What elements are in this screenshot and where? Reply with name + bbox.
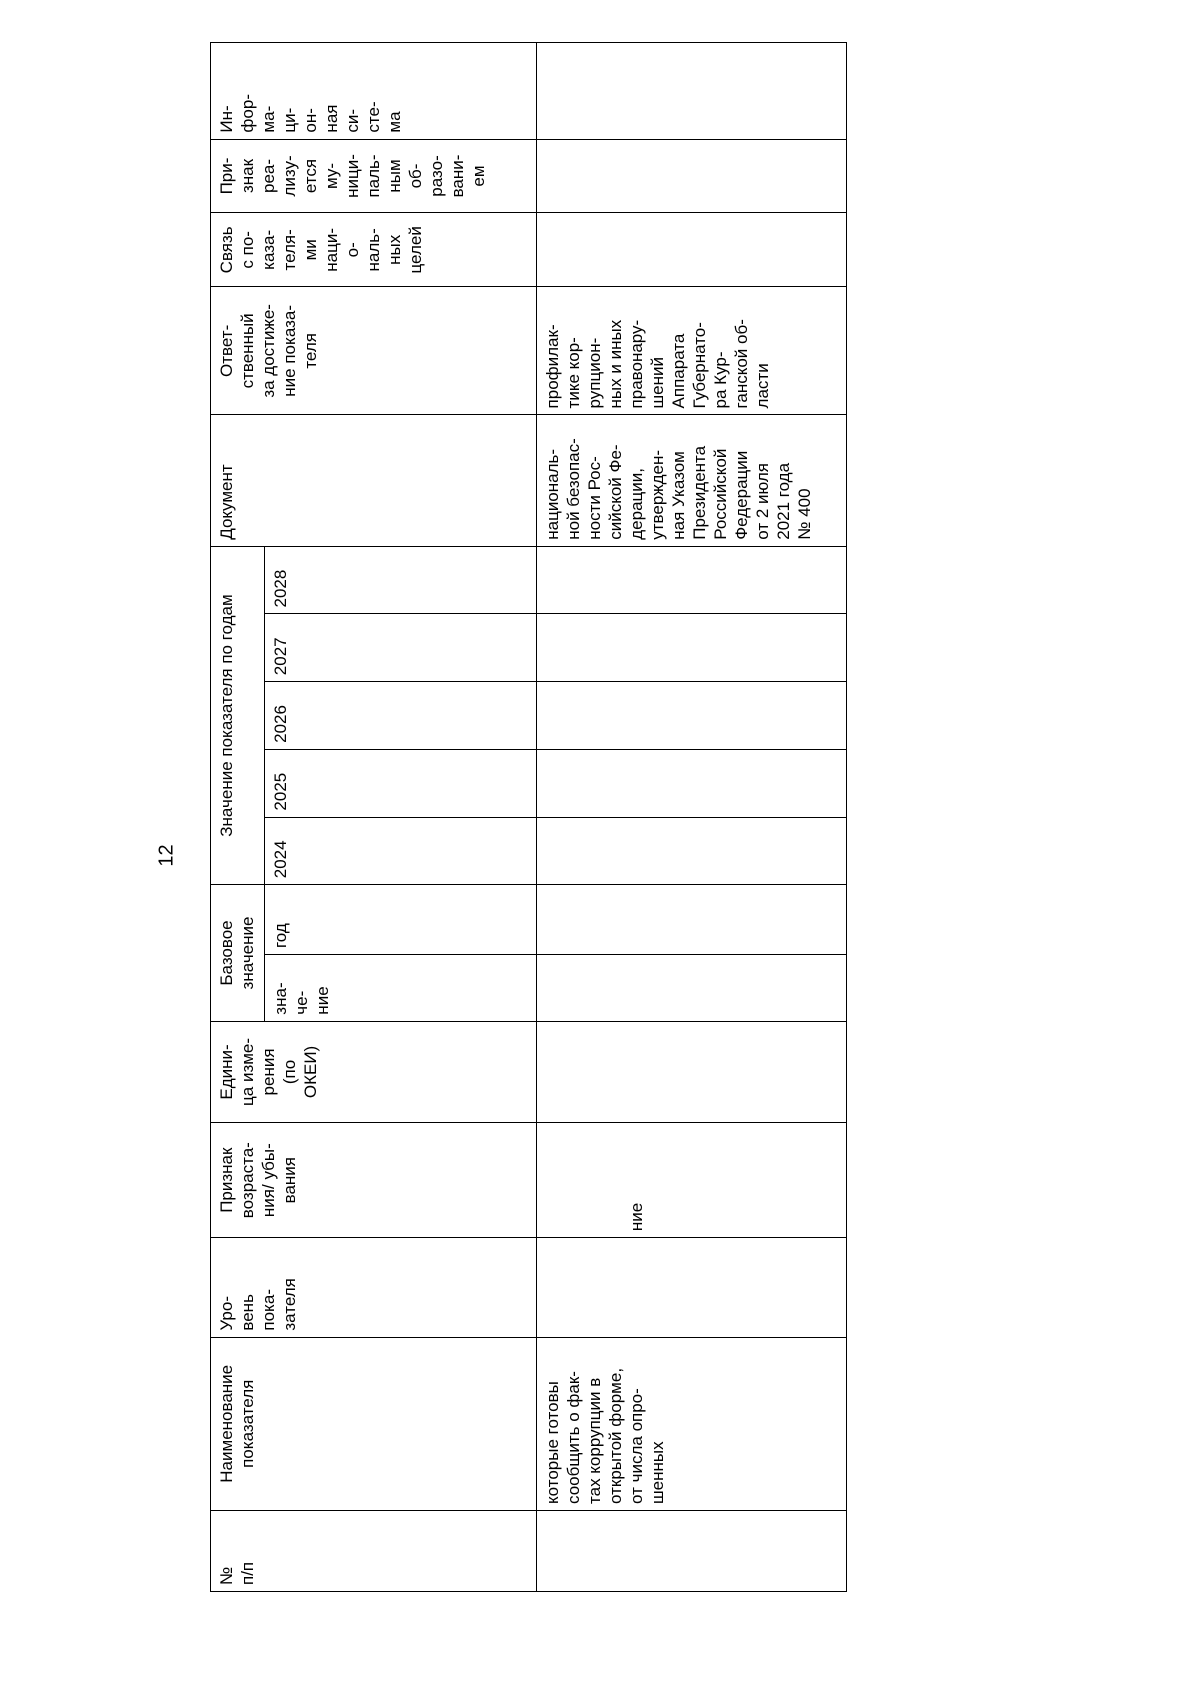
cell-base-year <box>537 885 847 955</box>
cell-year-2028 <box>537 546 847 614</box>
cell-responsible: профилак- тике кор- рупцион- ных и иных правонару- шений Аппарата Губернато- ра Кур- ганской об- ласти <box>537 287 847 415</box>
header-row-1 <box>211 43 265 1592</box>
header-year-2026: 2026 <box>265 682 537 750</box>
page-number: 12 <box>155 844 178 867</box>
header-info-system: Ин- фор- ма- ци- он- ная си- сте- ма <box>211 43 537 140</box>
indicators-table <box>210 42 847 1592</box>
header-name: Наименование показателя <box>211 1337 537 1510</box>
cell-municipal <box>537 139 847 213</box>
table-container <box>210 42 846 1592</box>
header-responsible: Ответ- ственный за достиже- ние показа- теля <box>211 287 537 415</box>
header-link: Связь с по- каза- теля- ми наци- о- наль- ных целей <box>211 213 537 287</box>
table-row <box>537 43 847 1592</box>
header-base-value: зна- че- ние <box>265 955 537 1022</box>
cell-base-value <box>537 955 847 1022</box>
header-municipal: При- знак реа- лизу- ется му- ници- паль- ным об- разо- вани- ем <box>211 139 537 213</box>
cell-trend: ние <box>537 1123 847 1238</box>
header-year-2024: 2024 <box>265 817 537 885</box>
cell-level <box>537 1238 847 1338</box>
cell-link <box>537 213 847 287</box>
header-level: Уро- вень пока- зателя <box>211 1238 537 1338</box>
cell-num <box>537 1510 847 1591</box>
header-document: Документ <box>211 415 537 546</box>
header-unit: Едини- ца изме- рения (по ОКЕИ) <box>211 1021 537 1123</box>
header-num: № п/п <box>211 1510 537 1591</box>
cell-document: националь- ной безопас- ности Рос- сийской Фе- дерации, утвержден- ная Указом Президента Российской Федерации от 2 июля 2021 года № 400 <box>537 415 847 546</box>
cell-year-2026 <box>537 682 847 750</box>
header-year-2028: 2028 <box>265 546 537 614</box>
cell-year-2027 <box>537 614 847 682</box>
header-base: Базовое значение <box>211 885 265 1021</box>
cell-name: которые готовы сообщить о фак- тах коррупции в открытой форме, от числа опро- шенных <box>537 1337 847 1510</box>
cell-year-2024 <box>537 817 847 885</box>
header-year-2025: 2025 <box>265 749 537 817</box>
cell-unit <box>537 1021 847 1123</box>
header-trend: Признак возраста- ния/ убы- вания <box>211 1123 537 1238</box>
header-base-year: год <box>265 885 537 955</box>
cell-info-system <box>537 43 847 140</box>
header-values-by-year: Значение показателя по годам <box>211 546 265 884</box>
header-year-2027: 2027 <box>265 614 537 682</box>
cell-year-2025 <box>537 749 847 817</box>
